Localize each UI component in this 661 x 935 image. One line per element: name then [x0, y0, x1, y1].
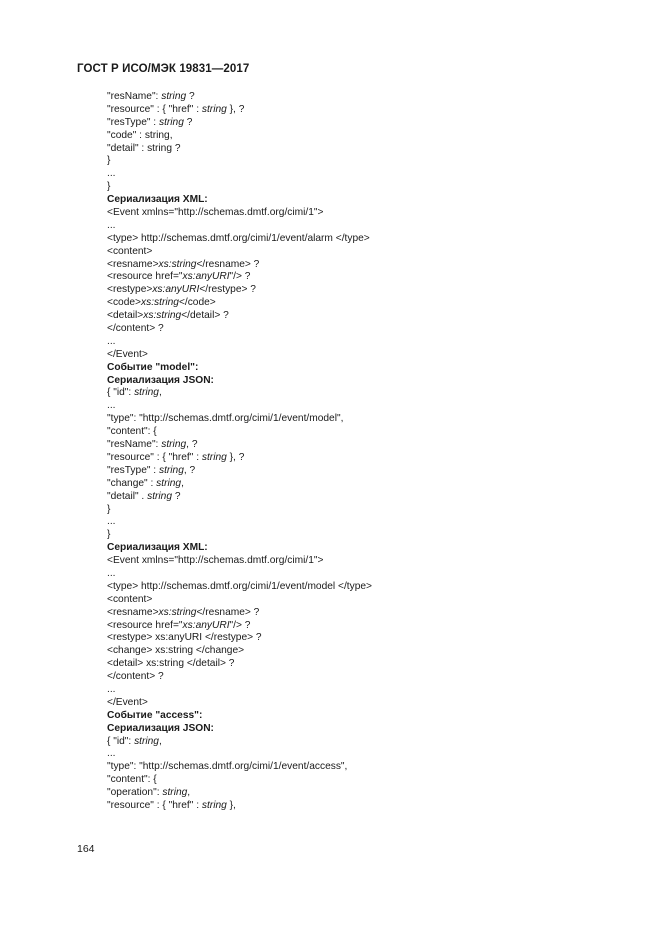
text-token: "detail" .	[107, 490, 148, 502]
type-token: string	[158, 464, 184, 476]
text-token: </restype> ?	[199, 284, 256, 296]
text-token: ,	[158, 387, 162, 399]
code-line	[107, 91, 627, 104]
text-token: <resource href="	[107, 619, 183, 631]
code-line	[107, 671, 627, 684]
text-token: }	[107, 529, 111, 541]
code-line	[107, 748, 627, 761]
text-token: Сериализация JSON:	[107, 722, 214, 734]
code-line	[107, 297, 627, 310]
text-token: </Event>	[107, 348, 148, 360]
code-line	[107, 336, 627, 349]
text-token: }	[107, 181, 111, 193]
text-token: ...	[107, 567, 116, 579]
code-line	[107, 504, 627, 517]
text-token: <content>	[107, 593, 153, 605]
code-line	[107, 400, 627, 413]
type-token: xs:string	[141, 297, 179, 309]
text-token: Событие "model":	[107, 361, 199, 373]
text-token: ...	[107, 748, 116, 760]
text-token: ...	[107, 400, 116, 412]
code-line	[107, 168, 627, 181]
text-token: }	[107, 503, 111, 515]
code-line	[107, 207, 627, 220]
page-number: 164	[77, 843, 95, 855]
type-token: string	[201, 799, 227, 811]
text-token: <detail> xs:string </detail> ?	[107, 658, 235, 670]
text-token: "resName":	[107, 91, 162, 102]
text-token: "type": "http://schemas.dmtf.org/cimi/1/event/model",	[107, 413, 344, 425]
code-line	[107, 130, 627, 143]
text-token: Сериализация XML:	[107, 542, 208, 554]
code-line	[107, 271, 627, 284]
code-line	[107, 323, 627, 336]
text-token: "/> ?	[229, 619, 251, 631]
text-token: { "id":	[107, 387, 135, 399]
text-token: </detail> ?	[181, 310, 229, 322]
type-token: string	[201, 103, 227, 115]
type-token: string	[134, 735, 159, 747]
code-line	[107, 143, 627, 156]
code-line	[107, 761, 627, 774]
type-token: string	[201, 451, 227, 463]
text-token: <restype>	[107, 284, 153, 296]
text-token: Событие "access":	[107, 709, 203, 721]
code-line	[107, 632, 627, 645]
text-token: ,	[181, 477, 184, 489]
text-token: <resname>	[107, 258, 159, 270]
type-token: string	[156, 477, 182, 489]
section-heading	[107, 542, 627, 555]
type-token: string	[161, 439, 187, 451]
code-line	[107, 594, 627, 607]
type-token: xs:anyURI	[182, 619, 230, 631]
text-token: </resname> ?	[196, 258, 260, 270]
code-line	[107, 581, 627, 594]
code-line	[107, 516, 627, 529]
text-token: ?	[183, 116, 193, 128]
text-token: ?	[172, 490, 181, 502]
code-line	[107, 452, 627, 465]
type-token: xs:string	[158, 258, 197, 270]
code-line	[107, 800, 627, 813]
document-body	[107, 91, 627, 813]
code-line	[107, 555, 627, 568]
code-line	[107, 181, 627, 194]
code-line	[107, 413, 627, 426]
text-token: <Event xmlns="http://schemas.dmtf.org/cimi/1">	[107, 207, 324, 219]
type-token: xs:string	[158, 606, 197, 618]
text-token: ...	[107, 516, 116, 528]
code-line	[107, 658, 627, 671]
text-token: "content": {	[107, 426, 157, 438]
text-token: , ?	[186, 439, 198, 451]
code-line	[107, 284, 627, 297]
text-token: </Event>	[107, 696, 148, 708]
code-line	[107, 607, 627, 620]
text-token: <type> http://schemas.dmtf.org/cimi/1/event/model </type>	[107, 580, 373, 592]
code-line	[107, 736, 627, 749]
code-line	[107, 426, 627, 439]
text-token: ,	[187, 787, 191, 799]
code-line	[107, 246, 627, 259]
section-heading	[107, 710, 627, 723]
text-token: "resource" : { "href" :	[107, 451, 202, 463]
text-token: "detail" : string ?	[107, 142, 181, 154]
text-token: { "id":	[107, 735, 135, 747]
text-token: "code" : string,	[107, 129, 173, 141]
text-token: "resName":	[107, 439, 162, 451]
text-token: "/> ?	[229, 271, 251, 283]
code-line	[107, 684, 627, 697]
text-token: "change" :	[107, 477, 157, 489]
text-token: <detail>	[107, 310, 144, 322]
text-token: </content> ?	[107, 671, 164, 683]
code-line	[107, 349, 627, 362]
code-line	[107, 233, 627, 246]
text-token: },	[226, 799, 236, 811]
text-token: Сериализация XML:	[107, 194, 208, 206]
code-line	[107, 387, 627, 400]
section-heading	[107, 194, 627, 207]
text-token: , ?	[183, 464, 196, 476]
code-line	[107, 529, 627, 542]
text-token: "resType" :	[107, 464, 159, 476]
text-token: "type": "http://schemas.dmtf.org/cimi/1/event/access",	[107, 761, 348, 773]
text-token: Сериализация JSON:	[107, 374, 214, 386]
code-line	[107, 439, 627, 452]
text-token: </resname> ?	[196, 606, 260, 618]
code-line	[107, 478, 627, 491]
code-line	[107, 620, 627, 633]
code-line	[107, 155, 627, 168]
text-token: "operation":	[107, 787, 163, 799]
text-token: ?	[186, 91, 195, 102]
type-token: string	[161, 91, 187, 102]
text-token: </content> ?	[107, 323, 164, 335]
text-token: </code>	[178, 297, 216, 309]
code-line	[107, 787, 627, 800]
code-line	[107, 220, 627, 233]
text-token: <type> http://schemas.dmtf.org/cimi/1/event/alarm </type>	[107, 232, 370, 244]
text-token: ...	[107, 168, 116, 180]
text-token: <resname>	[107, 606, 159, 618]
type-token: xs:anyURI	[152, 284, 200, 296]
text-token: "resource" : { "href" :	[107, 103, 202, 115]
type-token: string	[158, 116, 184, 128]
code-line	[107, 104, 627, 117]
text-token: }, ?	[226, 103, 245, 115]
code-line	[107, 259, 627, 272]
code-line	[107, 491, 627, 504]
code-line	[107, 568, 627, 581]
section-heading	[107, 375, 627, 388]
document-header: ГОСТ Р ИСО/МЭК 19831—2017	[77, 63, 250, 75]
text-token: <content>	[107, 245, 153, 257]
text-token: <code>	[107, 297, 141, 309]
code-line	[107, 117, 627, 130]
text-token: "content": {	[107, 774, 157, 786]
code-line	[107, 465, 627, 478]
type-token: string	[162, 787, 188, 799]
text-token: <Event xmlns="http://schemas.dmtf.org/cimi/1">	[107, 555, 324, 567]
text-token: ,	[158, 735, 162, 747]
text-token: ...	[107, 683, 116, 695]
type-token: string	[147, 490, 173, 502]
text-token: <change> xs:string </change>	[107, 645, 245, 657]
type-token: xs:string	[143, 310, 182, 322]
text-token: "resType" :	[107, 116, 159, 128]
section-heading	[107, 723, 627, 736]
code-line	[107, 310, 627, 323]
code-line	[107, 774, 627, 787]
section-heading	[107, 362, 627, 375]
text-token: "resource" : { "href" :	[107, 799, 202, 811]
text-token: ...	[107, 219, 116, 231]
text-token: <restype> xs:anyURI </restype> ?	[107, 632, 262, 644]
text-token: ...	[107, 335, 116, 347]
text-token: <resource href="	[107, 271, 183, 283]
code-line	[107, 697, 627, 710]
type-token: string	[134, 387, 159, 399]
text-token: }, ?	[226, 451, 245, 463]
type-token: xs:anyURI	[182, 271, 230, 283]
text-token: }	[107, 155, 111, 167]
code-line	[107, 645, 627, 658]
